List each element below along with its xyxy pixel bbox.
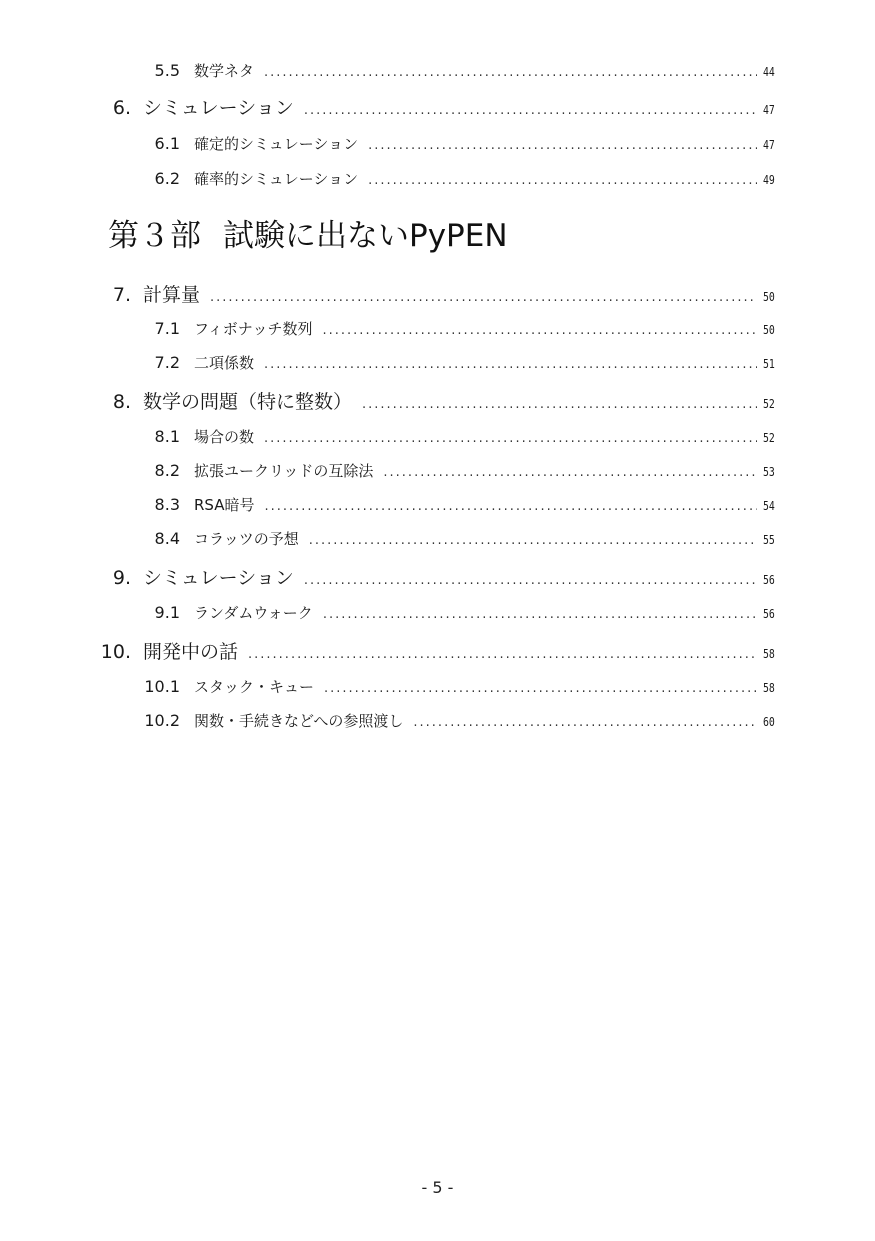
leader-dots	[304, 573, 757, 588]
section-title: 確率的シミュレーション	[194, 170, 359, 188]
chapter-title: 計算量	[143, 284, 201, 306]
chapter-title: 開発中の話	[143, 641, 239, 663]
section-title: ランダムウォーク	[194, 604, 313, 622]
page-number: 50	[763, 290, 775, 304]
chapter-number: 6.	[112, 97, 131, 119]
toc-entry-7-1[interactable]	[0, 318, 875, 339]
leader-dots	[323, 323, 757, 338]
toc-entry-9[interactable]	[0, 563, 875, 590]
page-number: 58	[763, 647, 775, 661]
toc-entry-6[interactable]	[0, 93, 875, 120]
page-number: 47	[763, 103, 775, 117]
part-heading[interactable]	[108, 210, 508, 255]
page-number: 51	[763, 357, 775, 371]
leader-dots	[368, 138, 757, 153]
section-number: 6.2	[154, 169, 180, 188]
toc-entry-10-1[interactable]	[0, 676, 875, 697]
toc-entry-10-2[interactable]	[0, 710, 875, 731]
section-title: 二項係数	[194, 354, 255, 372]
page-number: 52	[763, 431, 775, 445]
section-number: 8.2	[154, 461, 180, 480]
chapter-number: 7.	[112, 284, 131, 306]
part-title: 試験に出ないPyPEN	[223, 218, 508, 254]
page-footer-number: - 5 -	[421, 1178, 454, 1197]
section-number: 10.2	[144, 711, 180, 730]
chapter-title: 数学の問題（特に整数）	[143, 391, 353, 413]
chapter-number: 10.	[100, 641, 131, 663]
page-number: 53	[763, 465, 775, 479]
section-number: 5.5	[154, 61, 180, 80]
leader-dots	[362, 397, 757, 412]
chapter-number: 8.	[112, 391, 131, 413]
toc-entry-8-1[interactable]	[0, 426, 875, 447]
page-number: 60	[763, 715, 775, 729]
toc-entry-8-3[interactable]	[0, 494, 875, 515]
toc-entry-8-2[interactable]	[0, 460, 875, 481]
section-title: 数学ネタ	[194, 62, 255, 80]
page-number: 54	[763, 499, 775, 513]
section-number: 8.3	[154, 495, 180, 514]
chapter-title: シミュレーション	[143, 97, 294, 119]
toc-entry-6-1[interactable]	[0, 133, 875, 154]
leader-dots	[413, 715, 757, 730]
toc-entry-8[interactable]	[0, 387, 875, 414]
leader-dots	[248, 647, 757, 662]
section-title: フィボナッチ数列	[194, 320, 313, 338]
leader-dots	[264, 65, 757, 80]
leader-dots	[383, 465, 757, 480]
toc-entry-7[interactable]	[0, 280, 875, 307]
leader-dots	[264, 499, 757, 514]
section-number: 7.1	[154, 319, 180, 338]
section-number: 9.1	[154, 603, 180, 622]
toc-entry-5-5[interactable]	[0, 60, 875, 81]
toc-entry-10[interactable]	[0, 637, 875, 664]
chapter-number: 9.	[112, 567, 131, 589]
section-number: 7.2	[154, 353, 180, 372]
toc-entry-7-2[interactable]	[0, 352, 875, 373]
leader-dots	[264, 431, 757, 446]
leader-dots	[210, 290, 757, 305]
page-number: 49	[763, 173, 775, 187]
page-number: 58	[763, 681, 775, 695]
toc-entry-6-2[interactable]	[0, 168, 875, 189]
section-title: スタック・キュー	[194, 678, 315, 696]
section-title: 確定的シミュレーション	[194, 135, 359, 153]
section-title: 関数・手続きなどへの参照渡し	[194, 712, 404, 730]
section-number: 8.4	[154, 529, 180, 548]
part-label: 第３部	[108, 218, 201, 254]
section-number: 10.1	[144, 677, 180, 696]
page-number: 55	[763, 533, 775, 547]
page-number: 50	[763, 323, 775, 337]
leader-dots	[368, 173, 757, 188]
section-title: コラッツの予想	[194, 530, 299, 548]
section-number: 8.1	[154, 427, 180, 446]
toc-entry-9-1[interactable]	[0, 602, 875, 623]
leader-dots	[304, 103, 757, 118]
page-number: 47	[763, 138, 775, 152]
page-number: 56	[763, 573, 775, 587]
toc-entry-8-4[interactable]	[0, 528, 875, 549]
page-number: 44	[763, 65, 775, 79]
page-number: 56	[763, 607, 775, 621]
section-title: 拡張ユークリッドの互除法	[194, 462, 374, 480]
leader-dots	[264, 357, 757, 372]
chapter-title: シミュレーション	[143, 567, 294, 589]
section-title: RSA暗号	[194, 496, 255, 514]
leader-dots	[323, 607, 757, 622]
leader-dots	[324, 681, 757, 696]
page-number: 52	[763, 397, 775, 411]
leader-dots	[309, 533, 757, 548]
section-title: 場合の数	[194, 428, 255, 446]
section-number: 6.1	[154, 134, 180, 153]
